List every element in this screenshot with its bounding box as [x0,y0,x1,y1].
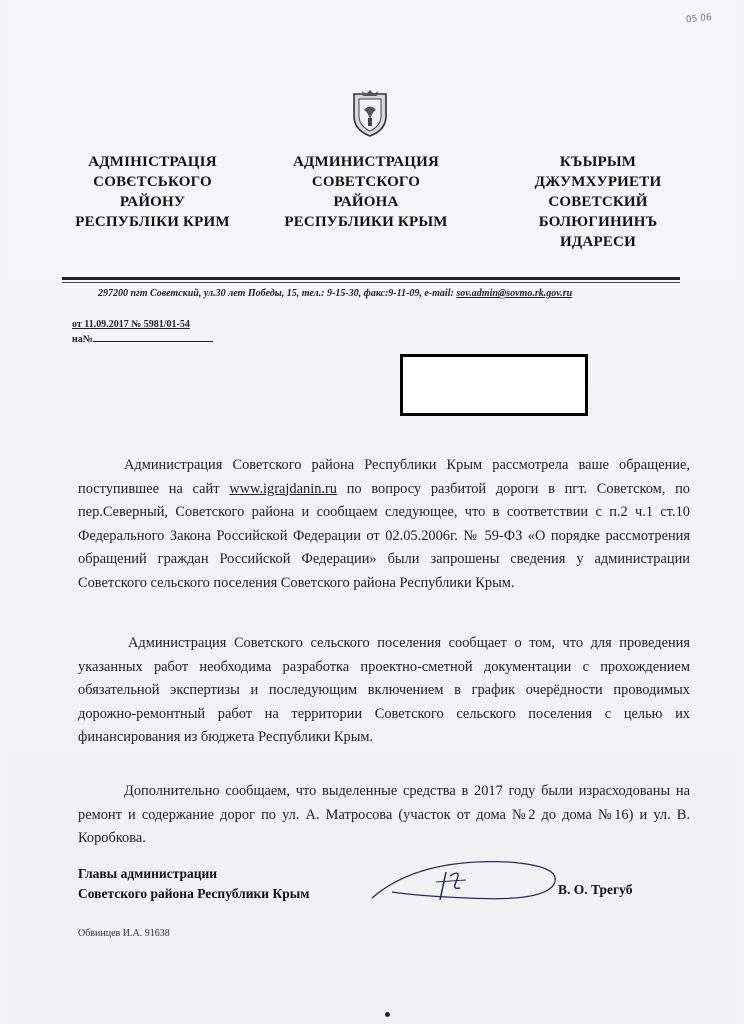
header-ukrainian: АДМІНІСТРАЦІЯ СОВЄТСЬКОГО РАЙОНУ РЕСПУБЛІКИ КРИМ [75,154,230,230]
contact-email: sov.admin@sovmo.rk.gov.ru [456,288,573,299]
contact-line [98,288,698,299]
paragraph-3: Дополнительно сообщаем, что выделенные средства в 2017 году были израсходованы на ремонт и содержание дорог по ул. А. Матросова (участок от дома №2 до дома №16) и ул. В. Коробкова. [78,783,690,846]
signer-name: В. О. Трегуб [558,882,633,897]
contact-address: 297200 пгт Советский, ул.30 лет Победы, 15, тел.: 9-15-30, факс:9-11-09, e-mail: [98,288,457,299]
header-russian: АДМИНИСТРАЦИЯ СОВЕТСКОГО РАЙОНА РЕСПУБЛИКИ КРЫМ [284,154,448,230]
paragraph-2: Администрация Советского сельского поселения сообщает о том, что для проведения указанных работ необходима разработка проектно-сметной документации с прохождением обязательной экспертизы и последующим включением в график очерёдности проводимых дорожно-ремонтный работ на территории Советского сельского поселения с целью их финансирования из бюджета Республики Крым. [78,635,690,745]
outgoing-number: от 11.09.2017 № 5981/01-54 [72,319,190,330]
executor-note: Обвинцев И.А. 91638 [78,928,170,939]
letter-page [8,0,736,1024]
handwritten-signature [358,852,568,912]
header-crimean-tatar: КЪЫРЫМ ДЖУМХУРИЕТИ СОВЕТСКИЙ БОЛЮГИНИНЪ ИДАРЕСИ [534,154,662,250]
incoming-blank [93,332,213,342]
reference-block [72,318,213,347]
scan-speck [385,1012,390,1017]
corner-note: 05 06 [685,12,713,26]
signatory-title: Главы администрации Советского района Республики Крым [78,866,310,901]
header-rule-thick [62,277,680,280]
header-rule-thin [62,282,680,283]
website-link: www.igrajdanin.ru [229,480,337,497]
incoming-label: на№ [72,334,93,345]
crimea-coat-of-arms-icon [348,90,392,138]
paragraph-1: Администрация Советского района Республики Крым рассмотрела ваше обращение, поступившее на сайт www.igrajdanin.ru по вопросу разбитой дороги в пгт. Советском, по пер.Северный, Советского района и сообщаем следующее, что в соответствии с п.2 ч.1 ст.10 Федерального Закона Российской Федерации от 02.05.2006г. № 59-ФЗ «О порядке рассмотрения обращений граждан Российской Федерации» были запрошены сведения у администрации Советского сельского поселения Советского района Республики Крым. [78,457,691,591]
redacted-recipient-box [400,354,588,416]
